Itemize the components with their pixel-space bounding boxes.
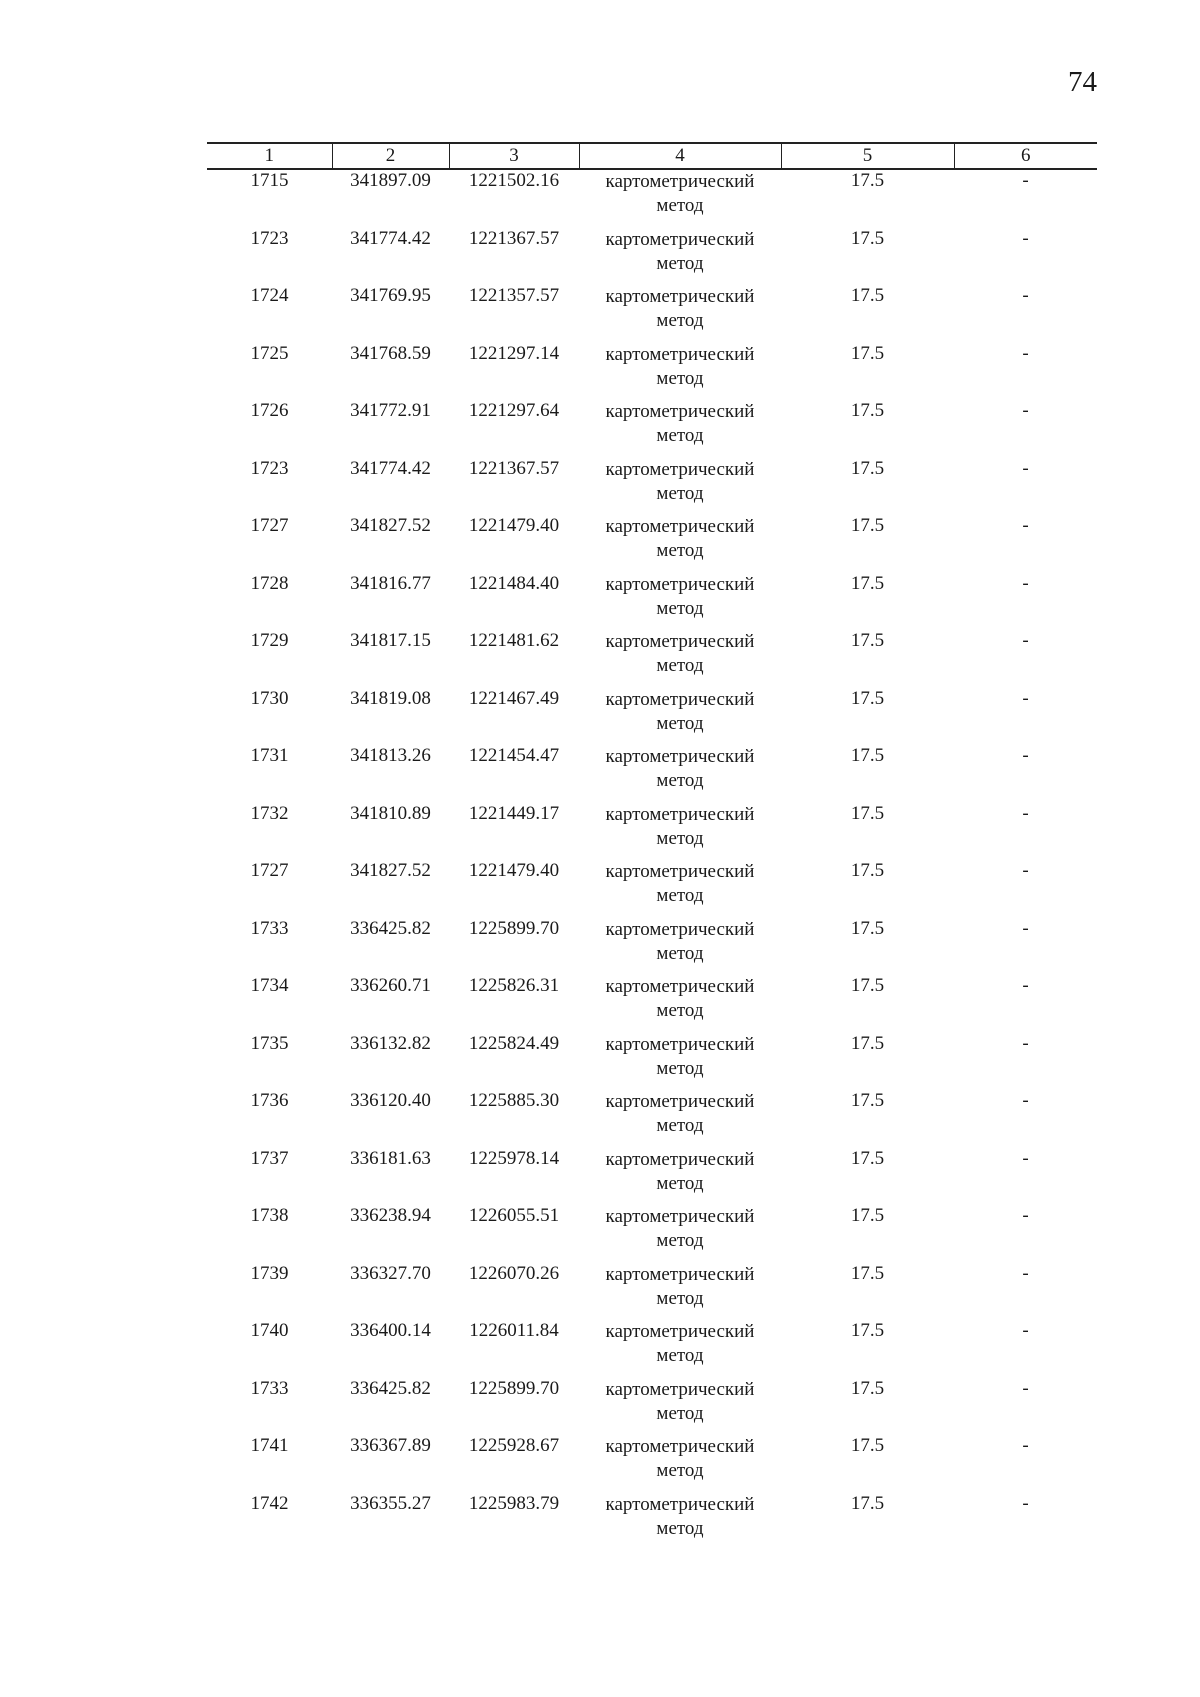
method-cell: [579, 1090, 781, 1148]
table-row: [207, 975, 1097, 1033]
note-cell: -: [1022, 1032, 1029, 1054]
note-cell: -: [1022, 572, 1029, 594]
accuracy-cell: 17.5: [850, 687, 885, 709]
y-coordinate-cell: 1221297.64: [468, 400, 560, 421]
x-coordinate-cell: 341813.26: [350, 745, 431, 766]
method-line-1: картометрический: [605, 1378, 755, 1400]
note-cell: -: [1022, 630, 1029, 651]
accuracy-cell: 17.5: [850, 1147, 885, 1169]
y-coordinate-cell: 1221479.40: [468, 860, 560, 881]
method-line-1: картометрический: [605, 688, 755, 710]
accuracy-cell: 17.5: [850, 860, 885, 881]
table-header: [207, 143, 1097, 169]
method-line-2: метод: [656, 885, 704, 906]
method-cell: [579, 285, 781, 343]
x-coordinate-cell: 341810.89: [350, 802, 431, 824]
method-line-2: метод: [656, 1057, 704, 1079]
method-line-2: метод: [656, 770, 704, 791]
table-row: [207, 458, 1097, 516]
x-coordinate-cell: 336355.27: [350, 1492, 431, 1514]
method-line-1: картометрический: [605, 1091, 755, 1112]
point-number-cell: 1725: [250, 342, 289, 364]
method-line-2: метод: [656, 310, 704, 331]
method-line-2: метод: [656, 1460, 704, 1481]
y-coordinate-cell: 1225978.14: [468, 1147, 560, 1169]
column-header-1: 1: [207, 143, 332, 169]
method-cell: [579, 1320, 781, 1378]
note-cell: -: [1022, 1205, 1029, 1226]
point-number-cell: 1728: [250, 572, 289, 594]
y-coordinate-cell: 1225928.67: [468, 1435, 560, 1456]
note-cell: -: [1022, 285, 1029, 306]
x-coordinate-cell: 336260.71: [350, 975, 431, 996]
table-row: [207, 400, 1097, 458]
accuracy-cell: 17.5: [850, 457, 885, 479]
point-number-cell: 1727: [250, 860, 289, 881]
x-coordinate-cell: 336400.14: [350, 1320, 431, 1341]
accuracy-cell: 17.5: [850, 342, 885, 364]
table-row: [207, 1320, 1097, 1378]
method-cell: [579, 1148, 781, 1206]
table-row: [207, 860, 1097, 918]
point-number-cell: 1727: [250, 515, 289, 536]
accuracy-cell: 17.5: [850, 572, 885, 594]
method-cell: [579, 458, 781, 516]
y-coordinate-cell: 1225983.79: [468, 1492, 560, 1514]
point-number-cell: 1736: [250, 1090, 289, 1111]
method-cell: [579, 573, 781, 631]
accuracy-cell: 17.5: [850, 1320, 885, 1341]
method-cell: [579, 1263, 781, 1321]
method-line-1: картометрический: [605, 1148, 755, 1170]
table-row: [207, 918, 1097, 976]
method-line-2: метод: [656, 1172, 704, 1194]
method-line-1: картометрический: [605, 228, 755, 250]
accuracy-cell: 17.5: [850, 802, 885, 824]
y-coordinate-cell: 1226055.51: [468, 1205, 560, 1226]
point-number-cell: 1731: [250, 745, 289, 766]
table-row: [207, 169, 1097, 228]
method-line-2: метод: [656, 597, 704, 619]
x-coordinate-cell: 341774.42: [350, 457, 431, 479]
point-number-cell: 1735: [250, 1032, 289, 1054]
method-line-2: метод: [656, 712, 704, 734]
accuracy-cell: 17.5: [850, 400, 885, 421]
note-cell: -: [1022, 687, 1029, 709]
method-line-2: метод: [656, 1287, 704, 1309]
point-number-cell: 1742: [250, 1492, 289, 1514]
column-header-4: 4: [579, 143, 781, 169]
coordinates-table: [207, 142, 1097, 1550]
point-number-cell: 1729: [250, 630, 289, 651]
accuracy-cell: 17.5: [850, 1435, 885, 1456]
point-number-cell: 1741: [250, 1435, 289, 1456]
note-cell: -: [1022, 1147, 1029, 1169]
method-line-1: картометрический: [605, 286, 755, 307]
method-cell: [579, 400, 781, 458]
point-number-cell: 1732: [250, 802, 289, 824]
method-cell: [579, 169, 781, 228]
x-coordinate-cell: 341817.15: [350, 630, 431, 651]
table-row: [207, 1378, 1097, 1436]
method-line-1: картометрический: [605, 861, 755, 882]
method-line-2: метод: [656, 252, 704, 274]
table-row: [207, 343, 1097, 401]
point-number-cell: 1724: [250, 285, 289, 306]
header-row: [207, 143, 1097, 169]
method-line-2: метод: [656, 1115, 704, 1136]
method-cell: [579, 860, 781, 918]
method-line-2: метод: [656, 367, 704, 389]
x-coordinate-cell: 336181.63: [350, 1147, 431, 1169]
y-coordinate-cell: 1226070.26: [468, 1262, 560, 1284]
accuracy-cell: 17.5: [850, 917, 885, 939]
accuracy-cell: 17.5: [850, 745, 885, 766]
method-cell: [579, 745, 781, 803]
x-coordinate-cell: 336425.82: [350, 1377, 431, 1399]
accuracy-cell: 17.5: [850, 285, 885, 306]
method-line-2: метод: [656, 195, 704, 216]
column-header-3: 3: [449, 143, 579, 169]
method-cell: [579, 1033, 781, 1091]
x-coordinate-cell: 341827.52: [350, 515, 431, 536]
method-line-1: картометрический: [605, 746, 755, 767]
note-cell: -: [1022, 457, 1029, 479]
point-number-cell: 1738: [250, 1205, 289, 1226]
method-line-1: картометрический: [605, 516, 755, 537]
x-coordinate-cell: 336238.94: [350, 1205, 431, 1226]
y-coordinate-cell: 1225826.31: [468, 975, 560, 996]
point-number-cell: 1726: [250, 400, 289, 421]
note-cell: -: [1022, 975, 1029, 996]
method-line-1: картометрический: [605, 1263, 755, 1285]
note-cell: -: [1022, 1090, 1029, 1111]
y-coordinate-cell: 1221502.16: [468, 170, 560, 191]
y-coordinate-cell: 1221449.17: [468, 802, 560, 824]
note-cell: -: [1022, 860, 1029, 881]
method-line-1: картометрический: [605, 1436, 755, 1457]
method-cell: [579, 803, 781, 861]
table-body: [207, 169, 1097, 1550]
point-number-cell: 1723: [250, 457, 289, 479]
method-cell: [579, 688, 781, 746]
y-coordinate-cell: 1226011.84: [469, 1320, 559, 1341]
method-cell: [579, 343, 781, 401]
y-coordinate-cell: 1225899.70: [468, 1377, 560, 1399]
y-coordinate-cell: 1221297.14: [468, 342, 560, 364]
accuracy-cell: 17.5: [850, 227, 885, 249]
note-cell: -: [1022, 1320, 1029, 1341]
accuracy-cell: 17.5: [850, 1377, 885, 1399]
note-cell: -: [1022, 515, 1029, 536]
method-line-1: картометрический: [605, 401, 755, 422]
note-cell: -: [1022, 917, 1029, 939]
y-coordinate-cell: 1221479.40: [468, 515, 560, 536]
table-row: [207, 1148, 1097, 1206]
y-coordinate-cell: 1221484.40: [468, 572, 560, 594]
method-line-1: картометрический: [605, 1206, 755, 1227]
method-line-1: картометрический: [605, 1493, 755, 1515]
method-line-1: картометрический: [605, 573, 755, 595]
table-row: [207, 228, 1097, 286]
y-coordinate-cell: 1221367.57: [468, 227, 560, 249]
x-coordinate-cell: 341772.91: [350, 400, 431, 421]
method-line-1: картометрический: [605, 1321, 755, 1342]
method-line-2: метод: [656, 540, 704, 561]
table-row: [207, 630, 1097, 688]
method-cell: [579, 630, 781, 688]
x-coordinate-cell: 336367.89: [350, 1435, 431, 1456]
table-row: [207, 1090, 1097, 1148]
page-number: 74: [1068, 66, 1097, 98]
accuracy-cell: 17.5: [850, 1205, 885, 1226]
method-cell: [579, 1493, 781, 1551]
y-coordinate-cell: 1225824.49: [468, 1032, 560, 1054]
table-row: [207, 285, 1097, 343]
column-header-6: 6: [954, 143, 1097, 169]
table-row: [207, 1263, 1097, 1321]
x-coordinate-cell: 336425.82: [350, 917, 431, 939]
note-cell: -: [1022, 342, 1029, 364]
accuracy-cell: 17.5: [850, 170, 885, 191]
method-line-1: картометрический: [605, 343, 755, 365]
accuracy-cell: 17.5: [850, 1262, 885, 1284]
table-row: [207, 1493, 1097, 1551]
method-line-2: метод: [656, 482, 704, 504]
method-line-2: метод: [656, 1517, 704, 1539]
point-number-cell: 1740: [250, 1320, 289, 1341]
note-cell: -: [1022, 1492, 1029, 1514]
method-cell: [579, 1205, 781, 1263]
method-line-2: метод: [656, 942, 704, 964]
accuracy-cell: 17.5: [850, 515, 885, 536]
column-header-2: 2: [332, 143, 449, 169]
x-coordinate-cell: 341774.42: [350, 227, 431, 249]
method-line-1: картометрический: [605, 976, 755, 997]
note-cell: -: [1022, 1262, 1029, 1284]
note-cell: -: [1022, 1377, 1029, 1399]
method-line-1: картометрический: [605, 918, 755, 940]
x-coordinate-cell: 341768.59: [350, 342, 431, 364]
table-row: [207, 803, 1097, 861]
method-cell: [579, 1378, 781, 1436]
x-coordinate-cell: 341816.77: [350, 572, 431, 594]
y-coordinate-cell: 1221467.49: [468, 687, 560, 709]
y-coordinate-cell: 1221357.57: [468, 285, 560, 306]
method-cell: [579, 228, 781, 286]
method-cell: [579, 515, 781, 573]
method-line-2: метод: [656, 827, 704, 849]
note-cell: -: [1022, 227, 1029, 249]
table-row: [207, 745, 1097, 803]
x-coordinate-cell: 341769.95: [350, 285, 431, 306]
method-line-1: картометрический: [605, 803, 755, 825]
point-number-cell: 1739: [250, 1262, 289, 1284]
coordinates-table-wrapper: [207, 142, 1097, 1550]
y-coordinate-cell: 1225885.30: [468, 1090, 560, 1111]
y-coordinate-cell: 1221481.62: [468, 630, 560, 651]
note-cell: -: [1022, 802, 1029, 824]
accuracy-cell: 17.5: [850, 975, 885, 996]
table-row: [207, 515, 1097, 573]
point-number-cell: 1715: [250, 170, 289, 191]
method-line-1: картометрический: [605, 171, 755, 192]
note-cell: -: [1022, 745, 1029, 766]
point-number-cell: 1723: [250, 227, 289, 249]
method-line-2: метод: [656, 425, 704, 446]
accuracy-cell: 17.5: [850, 630, 885, 651]
y-coordinate-cell: 1221454.47: [468, 745, 560, 766]
method-line-2: метод: [656, 1230, 704, 1251]
accuracy-cell: 17.5: [850, 1032, 885, 1054]
accuracy-cell: 17.5: [850, 1492, 885, 1514]
accuracy-cell: 17.5: [850, 1090, 885, 1111]
method-line-2: метод: [656, 1345, 704, 1366]
y-coordinate-cell: 1221367.57: [468, 457, 560, 479]
method-cell: [579, 1435, 781, 1493]
method-line-1: картометрический: [605, 631, 755, 652]
x-coordinate-cell: 336132.82: [350, 1032, 431, 1054]
x-coordinate-cell: 341819.08: [350, 687, 431, 709]
point-number-cell: 1730: [250, 687, 289, 709]
table-row: [207, 1205, 1097, 1263]
table-row: [207, 573, 1097, 631]
x-coordinate-cell: 336120.40: [350, 1090, 431, 1111]
method-line-1: картометрический: [605, 458, 755, 480]
point-number-cell: 1733: [250, 1377, 289, 1399]
method-line-1: картометрический: [605, 1033, 755, 1055]
note-cell: -: [1022, 170, 1029, 191]
method-line-2: метод: [656, 1402, 704, 1424]
x-coordinate-cell: 336327.70: [350, 1262, 431, 1284]
note-cell: -: [1022, 400, 1029, 421]
x-coordinate-cell: 341897.09: [350, 170, 431, 191]
method-line-2: метод: [656, 655, 704, 676]
table-row: [207, 688, 1097, 746]
method-cell: [579, 918, 781, 976]
method-cell: [579, 975, 781, 1033]
x-coordinate-cell: 341827.52: [350, 860, 431, 881]
column-header-5: 5: [781, 143, 954, 169]
point-number-cell: 1737: [250, 1147, 289, 1169]
point-number-cell: 1733: [250, 917, 289, 939]
table-row: [207, 1033, 1097, 1091]
note-cell: -: [1022, 1435, 1029, 1456]
method-line-2: метод: [656, 1000, 704, 1021]
table-row: [207, 1435, 1097, 1493]
point-number-cell: 1734: [250, 975, 289, 996]
y-coordinate-cell: 1225899.70: [468, 917, 560, 939]
